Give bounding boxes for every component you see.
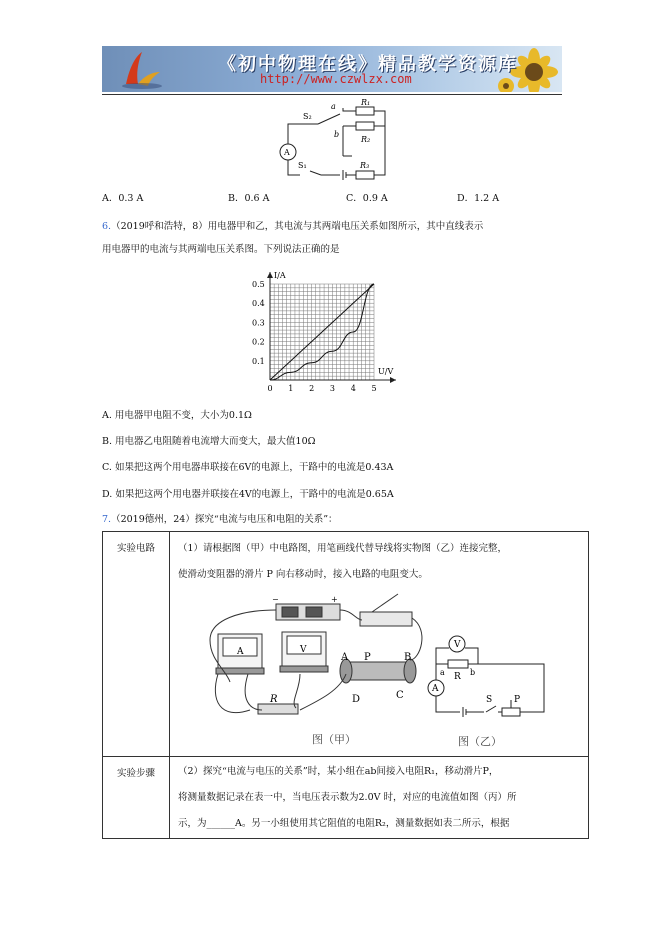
schematic-label-a: a bbox=[440, 668, 445, 677]
circuit1-label-b: b bbox=[334, 130, 340, 139]
header-banner bbox=[102, 46, 562, 92]
q5-option-b: B．0.6 A bbox=[228, 193, 270, 204]
schematic-label-s: S bbox=[486, 695, 493, 705]
caption-fig-yi: 图（乙） bbox=[458, 735, 502, 748]
x-tick-label: 1 bbox=[288, 384, 294, 393]
caption-fig-jia: 图（甲） bbox=[312, 733, 356, 746]
apparatus-label-a: A bbox=[341, 652, 349, 663]
circuit1-label-r2: R₂ bbox=[361, 135, 371, 144]
q6-stem-line2: 用电器甲的电流与其两端电压关系图。下列说法正确的是 bbox=[102, 244, 340, 255]
q6-stem1: （2019呼和浩特，8）用电器甲和乙，其电流与其两端电压关系如图所示，其中直线表示 bbox=[111, 221, 484, 232]
q6-number: 6. bbox=[102, 221, 112, 232]
header-url: http://www.czwlzx.com bbox=[260, 72, 412, 86]
schematic-diagram bbox=[0, 628, 661, 748]
series-line-1 bbox=[270, 284, 374, 380]
q6-stem-line1 bbox=[102, 218, 483, 232]
table-row bbox=[103, 757, 589, 839]
schematic-label-r: R bbox=[454, 672, 461, 682]
q6-option-c: C. 如果把这两个用电器串联接在6V的电源上，干路中的电流是0.43A bbox=[102, 462, 394, 473]
svg-text:−: − bbox=[272, 595, 279, 604]
circuit-diagram-q5 bbox=[0, 96, 661, 286]
x-tick-label: 4 bbox=[350, 384, 356, 393]
q5-option-c: C．0.9 A bbox=[346, 193, 388, 204]
schematic-label-b: b bbox=[470, 668, 476, 677]
apparatus-label-voltmeter: V bbox=[300, 645, 307, 655]
logo-icon bbox=[108, 46, 168, 92]
x-tick-label: 5 bbox=[371, 384, 377, 393]
q6-option-a: A. 用电器甲电阻不变，大小为0.1Ω bbox=[102, 410, 252, 421]
circuit1-label-s1: S₁ bbox=[298, 161, 307, 170]
circuit1-label-s2: S₂ bbox=[303, 112, 312, 121]
y-tick-label: 0.1 bbox=[252, 356, 265, 366]
iv-chart bbox=[0, 262, 661, 402]
x-axis-arrow bbox=[390, 377, 396, 383]
row2-content bbox=[170, 757, 589, 839]
row2-label: 实验步骤 bbox=[103, 757, 170, 839]
q5-option-a: A．0.3 A bbox=[102, 193, 144, 204]
row2-text2: 将测量数据记录在表一中，当电压表示数为2.0V 时，对应的电流值如图（丙）所 bbox=[178, 792, 517, 803]
y-tick-label: 0.2 bbox=[252, 337, 265, 347]
circuit1-label-ammeter: A bbox=[284, 148, 290, 157]
q6-option-b: B. 用电器乙电阻随着电流增大而变大，最大值10Ω bbox=[102, 436, 316, 447]
row1-text2: 使滑动变阻器的滑片 P 向右移动时，接入电路的电阻变大。 bbox=[178, 569, 428, 580]
q5-option-d: D．1.2 A bbox=[457, 193, 500, 204]
row2-text1: （2）探究“电流与电压的关系”时，某小组在ab间接入电阻R₁，移动滑片P， bbox=[178, 766, 499, 777]
x-tick-label: 2 bbox=[309, 384, 315, 393]
y-axis-label: I/A bbox=[274, 271, 286, 280]
x-axis-label: U/V bbox=[378, 367, 394, 376]
row2-text3: 示，为______A。另一小组使用其它阻值的电阻R₂，测量数据如表二所示，根据 bbox=[178, 818, 510, 829]
svg-text:+: + bbox=[331, 595, 338, 604]
schematic-label-ammeter: A bbox=[432, 684, 439, 694]
schematic-label-v: V bbox=[454, 640, 461, 650]
circuit1-label-a: a bbox=[331, 102, 336, 111]
circuit1-label-r3: R₃ bbox=[360, 161, 370, 170]
apparatus-label-p: P bbox=[364, 652, 371, 663]
apparatus-label-ammeter: A bbox=[237, 647, 244, 657]
q6-option-d: D. 如果把这两个用电器并联接在4V的电源上，干路中的电流是0.65A bbox=[102, 489, 394, 500]
y-tick-label: 0.4 bbox=[252, 299, 265, 309]
row1-text1: （1）请根据图（甲）中电路图，用笔画线代替导线将实物图（乙）连接完整， bbox=[178, 543, 508, 554]
circuit1-label-r1: R₁ bbox=[361, 98, 371, 107]
y-tick-label: 0.5 bbox=[252, 280, 265, 289]
apparatus-label-r: R bbox=[270, 694, 278, 705]
apparatus-label-c: C bbox=[396, 690, 404, 701]
row1-label: 实验电路 bbox=[103, 532, 170, 757]
x-tick-label: 0 bbox=[267, 384, 273, 393]
y-axis-arrow bbox=[267, 272, 273, 278]
x-tick-label: 3 bbox=[329, 384, 335, 393]
header-title: 《初中物理在线》精品教学资源库 bbox=[218, 54, 518, 75]
y-tick-label: 0.3 bbox=[252, 318, 265, 328]
schematic-label-p: P bbox=[514, 695, 521, 705]
apparatus-label-b: B bbox=[404, 652, 412, 663]
q7-stem-text: （2019德州，24）探究“电流与电压和电阻的关系”： bbox=[111, 514, 338, 525]
q7-number: 7. bbox=[102, 514, 112, 525]
q7-stem bbox=[102, 511, 338, 525]
apparatus-label-d: D bbox=[352, 694, 361, 705]
header-divider bbox=[102, 94, 562, 95]
